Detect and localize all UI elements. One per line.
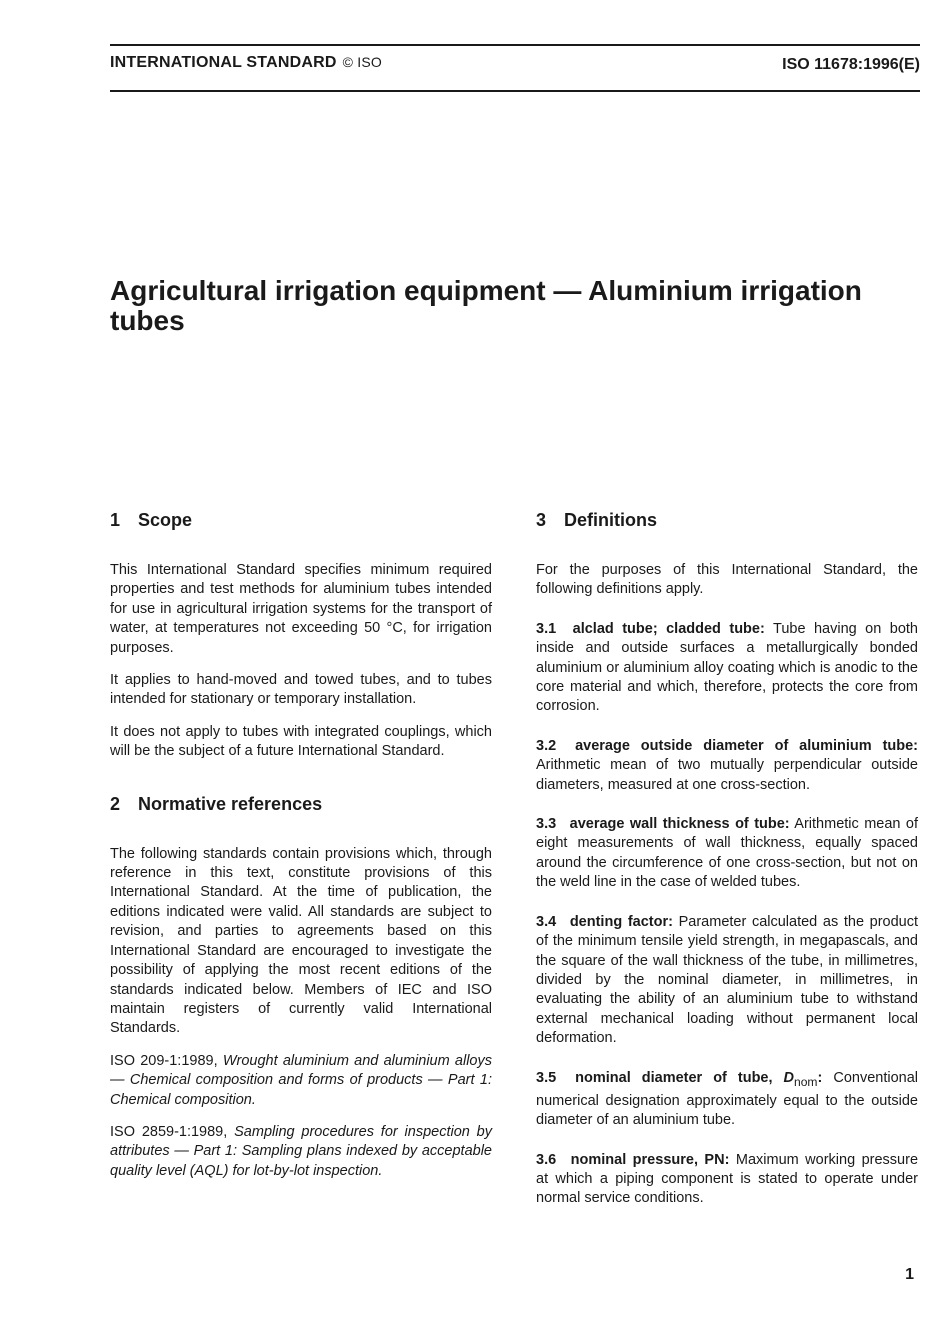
definition-text: Arithmetic mean of two mutually perpendicular outside diameters, measured at one cross-section. — [536, 757, 918, 793]
left-column — [110, 510, 492, 1194]
standard-number: ISO 11678:1996(E) — [782, 56, 920, 73]
standard-label — [110, 54, 382, 72]
definition-text: Maximum working pressure at which a piping component is stated to operate under normal service conditions. — [536, 1151, 919, 1207]
definition-3-3 — [536, 815, 918, 893]
definition-text: Conventional numerical designation approximately equal to the outside diameter of an aluminium tube. — [536, 1069, 918, 1129]
document-title: Agricultural irrigation equipment — Aluminium irrigation tubes — [110, 275, 862, 336]
normative-paragraph: The following standards contain provisions which, through reference in this text, constitute provisions of this International Standard. At the time of publication, the editions indicated were valid. All standards are subject to revision, and parties to agreements based on this International Standard are encouraged to investigate the possibility of applying the most recent editions of the standards indicated below. Members of IEC and ISO maintain registers of currently valid International Standards. — [110, 845, 492, 1037]
definition-symbol-subscript: nom — [794, 1074, 818, 1089]
definition-text: Arithmetic mean of eight measurements of wall thickness, equally spaced around the circumference of one cross-section, but not on the weld line in the case of welded tubes. — [536, 816, 919, 891]
definition-number: 3.2 — [536, 737, 557, 754]
definition-3-6 — [536, 1151, 918, 1209]
section-heading-normative-references — [110, 794, 492, 815]
definition-text: Tube having on both inside and outside surfaces a metallurgically bonded aluminium or aluminium alloy coating which is anodic to the core material and which, therefore, protects the core from corrosion. — [536, 620, 918, 715]
reference-id: ISO 209-1:1989, — [110, 1052, 218, 1069]
reference-title: Sampling procedures for inspection by attributes — Part 1: Sampling plans indexed by acceptable quality level (AQL) for lot-by-lot inspection. — [110, 1123, 492, 1179]
section-number: 2 — [110, 793, 121, 814]
right-column — [536, 510, 918, 1229]
normative-reference-1 — [110, 1052, 492, 1110]
definition-term: denting factor: — [569, 913, 673, 930]
header-rule-bottom — [110, 90, 920, 92]
header-rule-top — [110, 44, 920, 46]
definition-term: average wall thickness of tube: — [569, 816, 790, 833]
section-title: Scope — [138, 510, 193, 530]
normative-reference-2 — [110, 1123, 492, 1181]
section-number: 3 — [536, 510, 547, 530]
definition-symbol: D — [783, 1069, 794, 1086]
definition-term: nominal diameter of tube, — [575, 1069, 773, 1086]
scope-paragraph: It does not apply to tubes with integrated couplings, which will be the subject of a future International Standard. — [110, 723, 492, 760]
definition-3-4 — [536, 913, 918, 1049]
scope-paragraph: This International Standard specifies minimum required properties and test methods for aluminium tubes intended for use in agricultural irrigation systems for the transport of water, at temperatures not exceeding 50 °C, for irrigation purposes. — [110, 562, 492, 656]
section-title: Definitions — [564, 510, 657, 530]
definition-term: alclad tube; cladded tube: — [572, 620, 765, 637]
section-heading-scope — [110, 510, 492, 531]
section-number: 1 — [110, 510, 121, 530]
definition-term: average outside diameter of aluminium tube: — [575, 737, 919, 754]
definition-number: 3.6 — [536, 1151, 557, 1168]
definition-number: 3.1 — [536, 620, 557, 637]
definition-term: nominal pressure, PN: — [570, 1151, 730, 1168]
section-title: Normative references — [138, 793, 323, 814]
standard-type: INTERNATIONAL STANDARD — [110, 54, 337, 71]
reference-id: ISO 2859-1:1989, — [110, 1123, 228, 1140]
definitions-intro: For the purposes of this International Standard, the following definitions apply. — [536, 562, 918, 598]
copyright-notice: © ISO — [342, 54, 382, 70]
section-heading-definitions — [536, 510, 918, 531]
definition-number: 3.5 — [536, 1069, 557, 1086]
definition-text: Parameter calculated as the product of the minimum tensile yield strength, in megapascals, and the square of the wall thickness of the tube, in millimetres, divided by the nominal diameter, in millimetres, in evaluating the ability of an aluminium tube to withstand external mechanical loading without permanent local deformation. — [536, 913, 919, 1047]
definition-number: 3.4 — [536, 913, 557, 930]
definition-number: 3.3 — [536, 816, 557, 833]
scope-paragraph: It applies to hand-moved and towed tubes, and to tubes intended for stationary or temporary installation. — [110, 672, 492, 708]
reference-title: Wrought aluminium and aluminium alloys — Chemical composition and forms of products — Part 1: Chemical composition. — [110, 1052, 492, 1108]
definition-3-5: 3.5 nominal diameter of tube, $D_{nom}$: Conventional numerical designation approximately equal to the outside diameter of an aluminium tube. — [536, 1069, 918, 1129]
definition-3-2 — [536, 737, 918, 795]
page-number: 1 — [905, 1266, 914, 1283]
definition-3-1 — [536, 620, 918, 717]
